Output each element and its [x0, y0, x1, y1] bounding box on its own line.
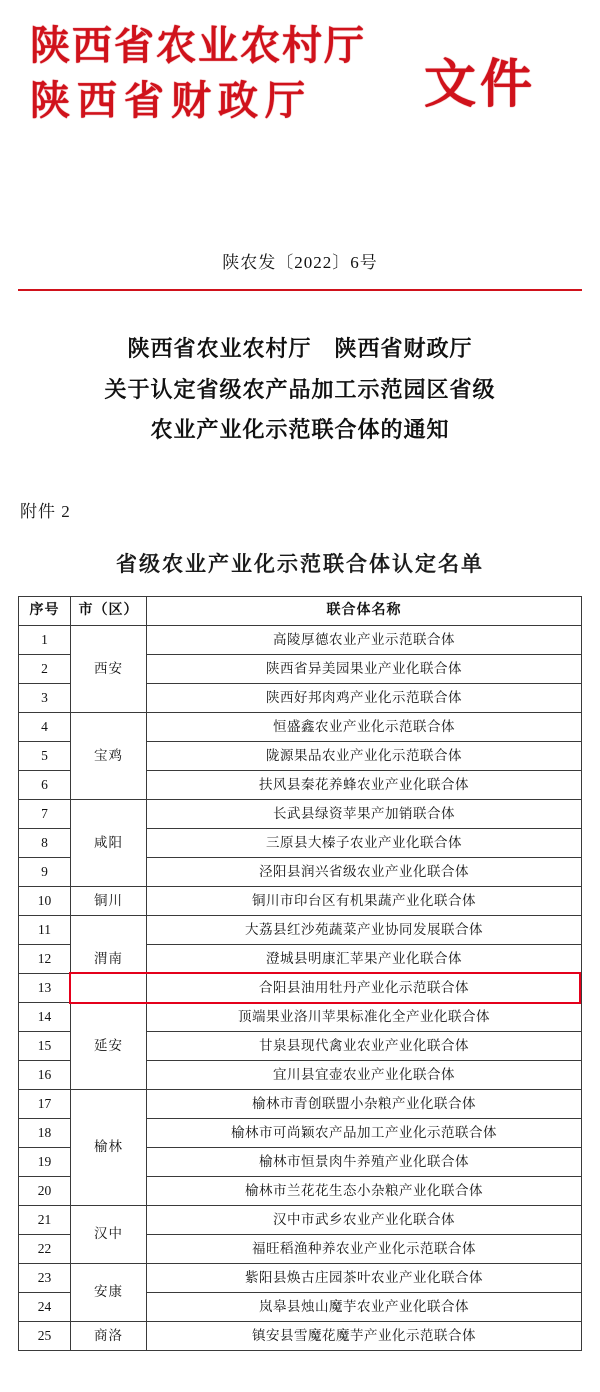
masthead-line-2: 陕西省财政厅 — [30, 78, 312, 124]
table-row — [19, 1206, 582, 1235]
cell-union-name: 陕西好邦肉鸡产业化示范联合体 — [147, 684, 582, 713]
cell-index: 10 — [19, 887, 71, 916]
cell-union-name: 福旺稻渔种养农业产业化示范联合体 — [147, 1235, 582, 1264]
red-divider-rule — [18, 289, 582, 291]
table-row — [19, 1322, 582, 1351]
cell-city: 渭南 — [71, 916, 147, 1003]
roster-table — [18, 596, 582, 1351]
cell-union-name: 合阳县油用牡丹产业化示范联合体 — [147, 974, 582, 1003]
cell-city: 安康 — [71, 1264, 147, 1322]
cell-union-name: 扶风县秦花养蜂农业产业化联合体 — [147, 771, 582, 800]
cell-index: 21 — [19, 1206, 71, 1235]
page-title-line-2: 关于认定省级农产品加工示范园区省级 — [104, 376, 496, 402]
cell-union-name: 紫阳县焕古庄园茶叶农业产业化联合体 — [147, 1264, 582, 1293]
cell-index: 18 — [19, 1119, 71, 1148]
cell-index: 23 — [19, 1264, 71, 1293]
cell-union-name: 澄城县明康汇苹果产业化联合体 — [147, 945, 582, 974]
attachment-label: 附件 2 — [20, 502, 71, 522]
cell-index: 16 — [19, 1061, 71, 1090]
cell-city: 榆林 — [71, 1090, 147, 1206]
cell-city: 宝鸡 — [71, 713, 147, 800]
cell-union-name: 恒盛鑫农业产业化示范联合体 — [147, 713, 582, 742]
cell-union-name: 大荔县红沙苑蔬菜产业协同发展联合体 — [147, 916, 582, 945]
cell-city: 商洛 — [71, 1322, 147, 1351]
cell-index: 20 — [19, 1177, 71, 1206]
masthead — [18, 0, 582, 186]
page-title-line-1: 陕西省农业农村厅 陕西省财政厅 — [127, 336, 473, 361]
table-row — [19, 916, 582, 945]
table-row — [19, 713, 582, 742]
cell-union-name: 汉中市武乡农业产业化联合体 — [147, 1206, 582, 1235]
highlight-box — [69, 972, 581, 1004]
cell-union-name: 铜川市印台区有机果蔬产业化联合体 — [147, 887, 582, 916]
table-row — [19, 800, 582, 829]
masthead-line-1: 陕西省农业农村厅 — [30, 23, 366, 68]
cell-index: 15 — [19, 1032, 71, 1061]
table-row — [19, 1090, 582, 1119]
page-title-line-3: 农业产业化示范联合体的通知 — [150, 417, 450, 443]
table-row — [19, 1003, 582, 1032]
table-row — [19, 887, 582, 916]
cell-index: 24 — [19, 1293, 71, 1322]
table-body — [19, 626, 582, 1351]
table-row — [19, 626, 582, 655]
cell-index: 19 — [19, 1148, 71, 1177]
cell-index: 4 — [19, 713, 71, 742]
cell-union-name: 榆林市青创联盟小杂粮产业化联合体 — [147, 1090, 582, 1119]
cell-city: 咸阳 — [71, 800, 147, 887]
table-row — [19, 1264, 582, 1293]
cell-city: 汉中 — [71, 1206, 147, 1264]
column-header-index: 序号 — [19, 597, 71, 626]
cell-union-name: 榆林市兰花花生态小杂粮产业化联合体 — [147, 1177, 582, 1206]
cell-city: 延安 — [71, 1003, 147, 1090]
cell-index: 2 — [19, 655, 71, 684]
roster-title: 省级农业产业化示范联合体认定名单 — [116, 552, 484, 577]
masthead-document-word: 文件 — [423, 57, 536, 114]
cell-city: 西安 — [71, 626, 147, 713]
cell-union-name: 三原县大榛子农业产业化联合体 — [147, 829, 582, 858]
cell-index: 3 — [19, 684, 71, 713]
cell-index: 13 — [19, 974, 71, 1003]
cell-index: 14 — [19, 1003, 71, 1032]
cell-union-name: 镇安县雪魔花魔芋产业化示范联合体 — [147, 1322, 582, 1351]
cell-index: 6 — [19, 771, 71, 800]
cell-index: 17 — [19, 1090, 71, 1119]
column-header-name: 联合体名称 — [147, 597, 582, 626]
cell-index: 8 — [19, 829, 71, 858]
table-header-row — [19, 597, 582, 626]
cell-union-name: 陕西省异美园果业产业化联合体 — [147, 655, 582, 684]
cell-union-name: 榆林市可尚颖农产品加工产业化示范联合体 — [147, 1119, 582, 1148]
cell-union-name: 长武县绿资苹果产加销联合体 — [147, 800, 582, 829]
cell-union-name: 宜川县宜壶农业产业化联合体 — [147, 1061, 582, 1090]
masthead-agency-lines — [18, 18, 366, 128]
cell-index: 1 — [19, 626, 71, 655]
cell-union-name: 甘泉县现代禽业农业产业化联合体 — [147, 1032, 582, 1061]
cell-index: 9 — [19, 858, 71, 887]
cell-union-name: 岚皋县烛山魔芋农业产业化联合体 — [147, 1293, 582, 1322]
cell-union-name: 高陵厚德农业产业示范联合体 — [147, 626, 582, 655]
document-number: 陕农发〔2022〕6号 — [222, 253, 378, 272]
cell-index: 5 — [19, 742, 71, 771]
cell-index: 22 — [19, 1235, 71, 1264]
title-block — [18, 329, 582, 451]
cell-union-name: 顶端果业洛川苹果标准化全产业化联合体 — [147, 1003, 582, 1032]
cell-union-name: 陇源果品农业产业化示范联合体 — [147, 742, 582, 771]
cell-union-name: 泾阳县润兴省级农业产业化联合体 — [147, 858, 582, 887]
cell-index: 25 — [19, 1322, 71, 1351]
cell-union-name: 榆林市恒景肉牛养殖产业化联合体 — [147, 1148, 582, 1177]
column-header-city: 市（区） — [71, 597, 147, 626]
cell-index: 11 — [19, 916, 71, 945]
cell-index: 7 — [19, 800, 71, 829]
cell-city: 铜川 — [71, 887, 147, 916]
cell-index: 12 — [19, 945, 71, 974]
